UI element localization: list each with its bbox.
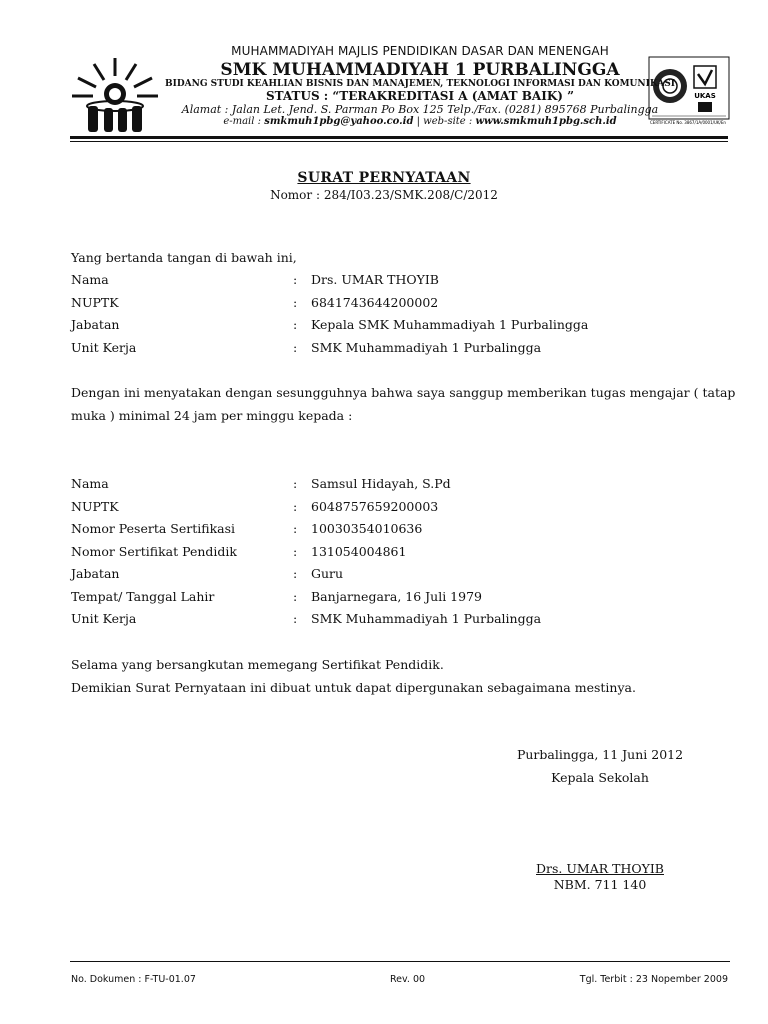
colon: : [293,521,298,536]
place-date: Purbalingga, 11 Juni 2012 [516,747,684,762]
statement-line-1: Dengan ini menyatakan dengan sesungguhnya bahwa saya sanggup memberikan tugas mengajar ( tatap [71,385,736,400]
certificate-number: CERTIFICATE No. 3867/1A/0001/UK/En [650,120,726,125]
closing-line-1: Selama yang bersangkutan memegang Sertifikat Pendidik. [71,657,444,672]
signer-nbm: NBM. 711 140 [553,877,647,892]
teacher-value-name: Samsul Hidayah, S.Pd [311,476,451,491]
school-name: SMK MUHAMMADIYAH 1 PURBALINGGA [220,60,620,80]
colon: : [293,611,298,626]
muhammadiyah-logo [66,54,164,134]
signer-label-position: Jabatan [71,317,120,332]
ukas-text: UKAS [694,92,716,100]
signer-name: Drs. UMAR THOYIB [536,861,664,876]
colon: : [293,589,298,604]
document-title: SURAT PERNYATAAN [297,170,471,186]
signer-value-name: Drs. UMAR THOYIB [311,272,439,287]
organization-name: MUHAMMADIYAH MAJLIS PENDIDIKAN DASAR DAN MENENGAH [231,44,609,58]
teacher-value-nuptk: 6048757659200003 [311,499,439,514]
teacher-value-participant-number: 10030354010636 [311,521,423,536]
teacher-label-nuptk: NUPTK [71,499,119,514]
teacher-value-unit: SMK Muhammadiyah 1 Purbalingga [311,611,542,626]
teacher-label-unit: Unit Kerja [71,611,137,626]
colon: : [293,499,298,514]
issue-date: Tgl. Terbit : 23 Nopember 2009 [579,974,728,985]
teacher-value-position: Guru [311,566,344,581]
colon: : [293,544,298,559]
field-of-study: BIDANG STUDI KEAHLIAN BISNIS DAN MANAJEMEN, TEKNOLOGI INFORMASI DAN KOMUNIKASI [165,79,675,89]
website-link[interactable]: www.smkmuh1pbg.sch.id [475,116,617,127]
colon: : [293,340,298,355]
teacher-label-participant-number: Nomor Peserta Sertifikasi [71,521,236,536]
teacher-label-birth: Tempat/ Tanggal Lahir [71,589,215,604]
statement-line-2: muka ) minimal 24 jam per minggu kepada : [71,408,353,423]
closing-line-2: Demikian Surat Pernyataan ini dibuat untuk dapat dipergunakan sebagaimana mestinya. [71,680,636,695]
teacher-label-name: Nama [71,476,109,491]
colon: : [293,295,298,310]
teacher-value-certificate-number: 131054004861 [311,544,407,559]
teacher-label-certificate-number: Nomor Sertifikat Pendidik [71,544,237,559]
signer-value-unit: SMK Muhammadiyah 1 Purbalingga [311,340,542,355]
letterhead-divider-thin [70,141,728,142]
colon: : [293,272,298,287]
signer-value-position: Kepala SMK Muhammadiyah 1 Purbalingga [311,317,589,332]
contact-line: e-mail : smkmuh1pbg@yahoo.co.id | web-site : www.smkmuh1pbg.sch.id [223,116,617,127]
accreditation-status: STATUS : “TERAKREDITASI A (AMAT BAIK) ” [265,89,575,103]
teacher-label-position: Jabatan [71,566,120,581]
colon: : [293,476,298,491]
signer-position: Kepala Sekolah [551,770,649,785]
footer-divider [70,961,730,962]
document-number: Nomor : 284/I03.23/SMK.208/C/2012 [270,188,498,202]
document-code: No. Dokumen : F-TU-01.07 [71,974,196,985]
signer-label-name: Nama [71,272,109,287]
school-address: Alamat : Jalan Let. Jend. S. Parman Po Box 125 Telp./Fax. (0281) 895768 Purbalingga [181,103,659,116]
signer-label-nuptk: NUPTK [71,295,119,310]
letterhead-divider [70,136,728,139]
colon: : [293,566,298,581]
revision: Rev. 00 [390,974,426,985]
email-link[interactable]: smkmuh1pbg@yahoo.co.id [264,116,414,127]
teacher-value-birth: Banjarnegara, 16 Juli 1979 [311,589,482,604]
signer-label-unit: Unit Kerja [71,340,137,355]
signer-value-nuptk: 6841743644200002 [311,295,439,310]
colon: : [293,317,298,332]
intro-text: Yang bertanda tangan di bawah ini, [71,250,297,265]
